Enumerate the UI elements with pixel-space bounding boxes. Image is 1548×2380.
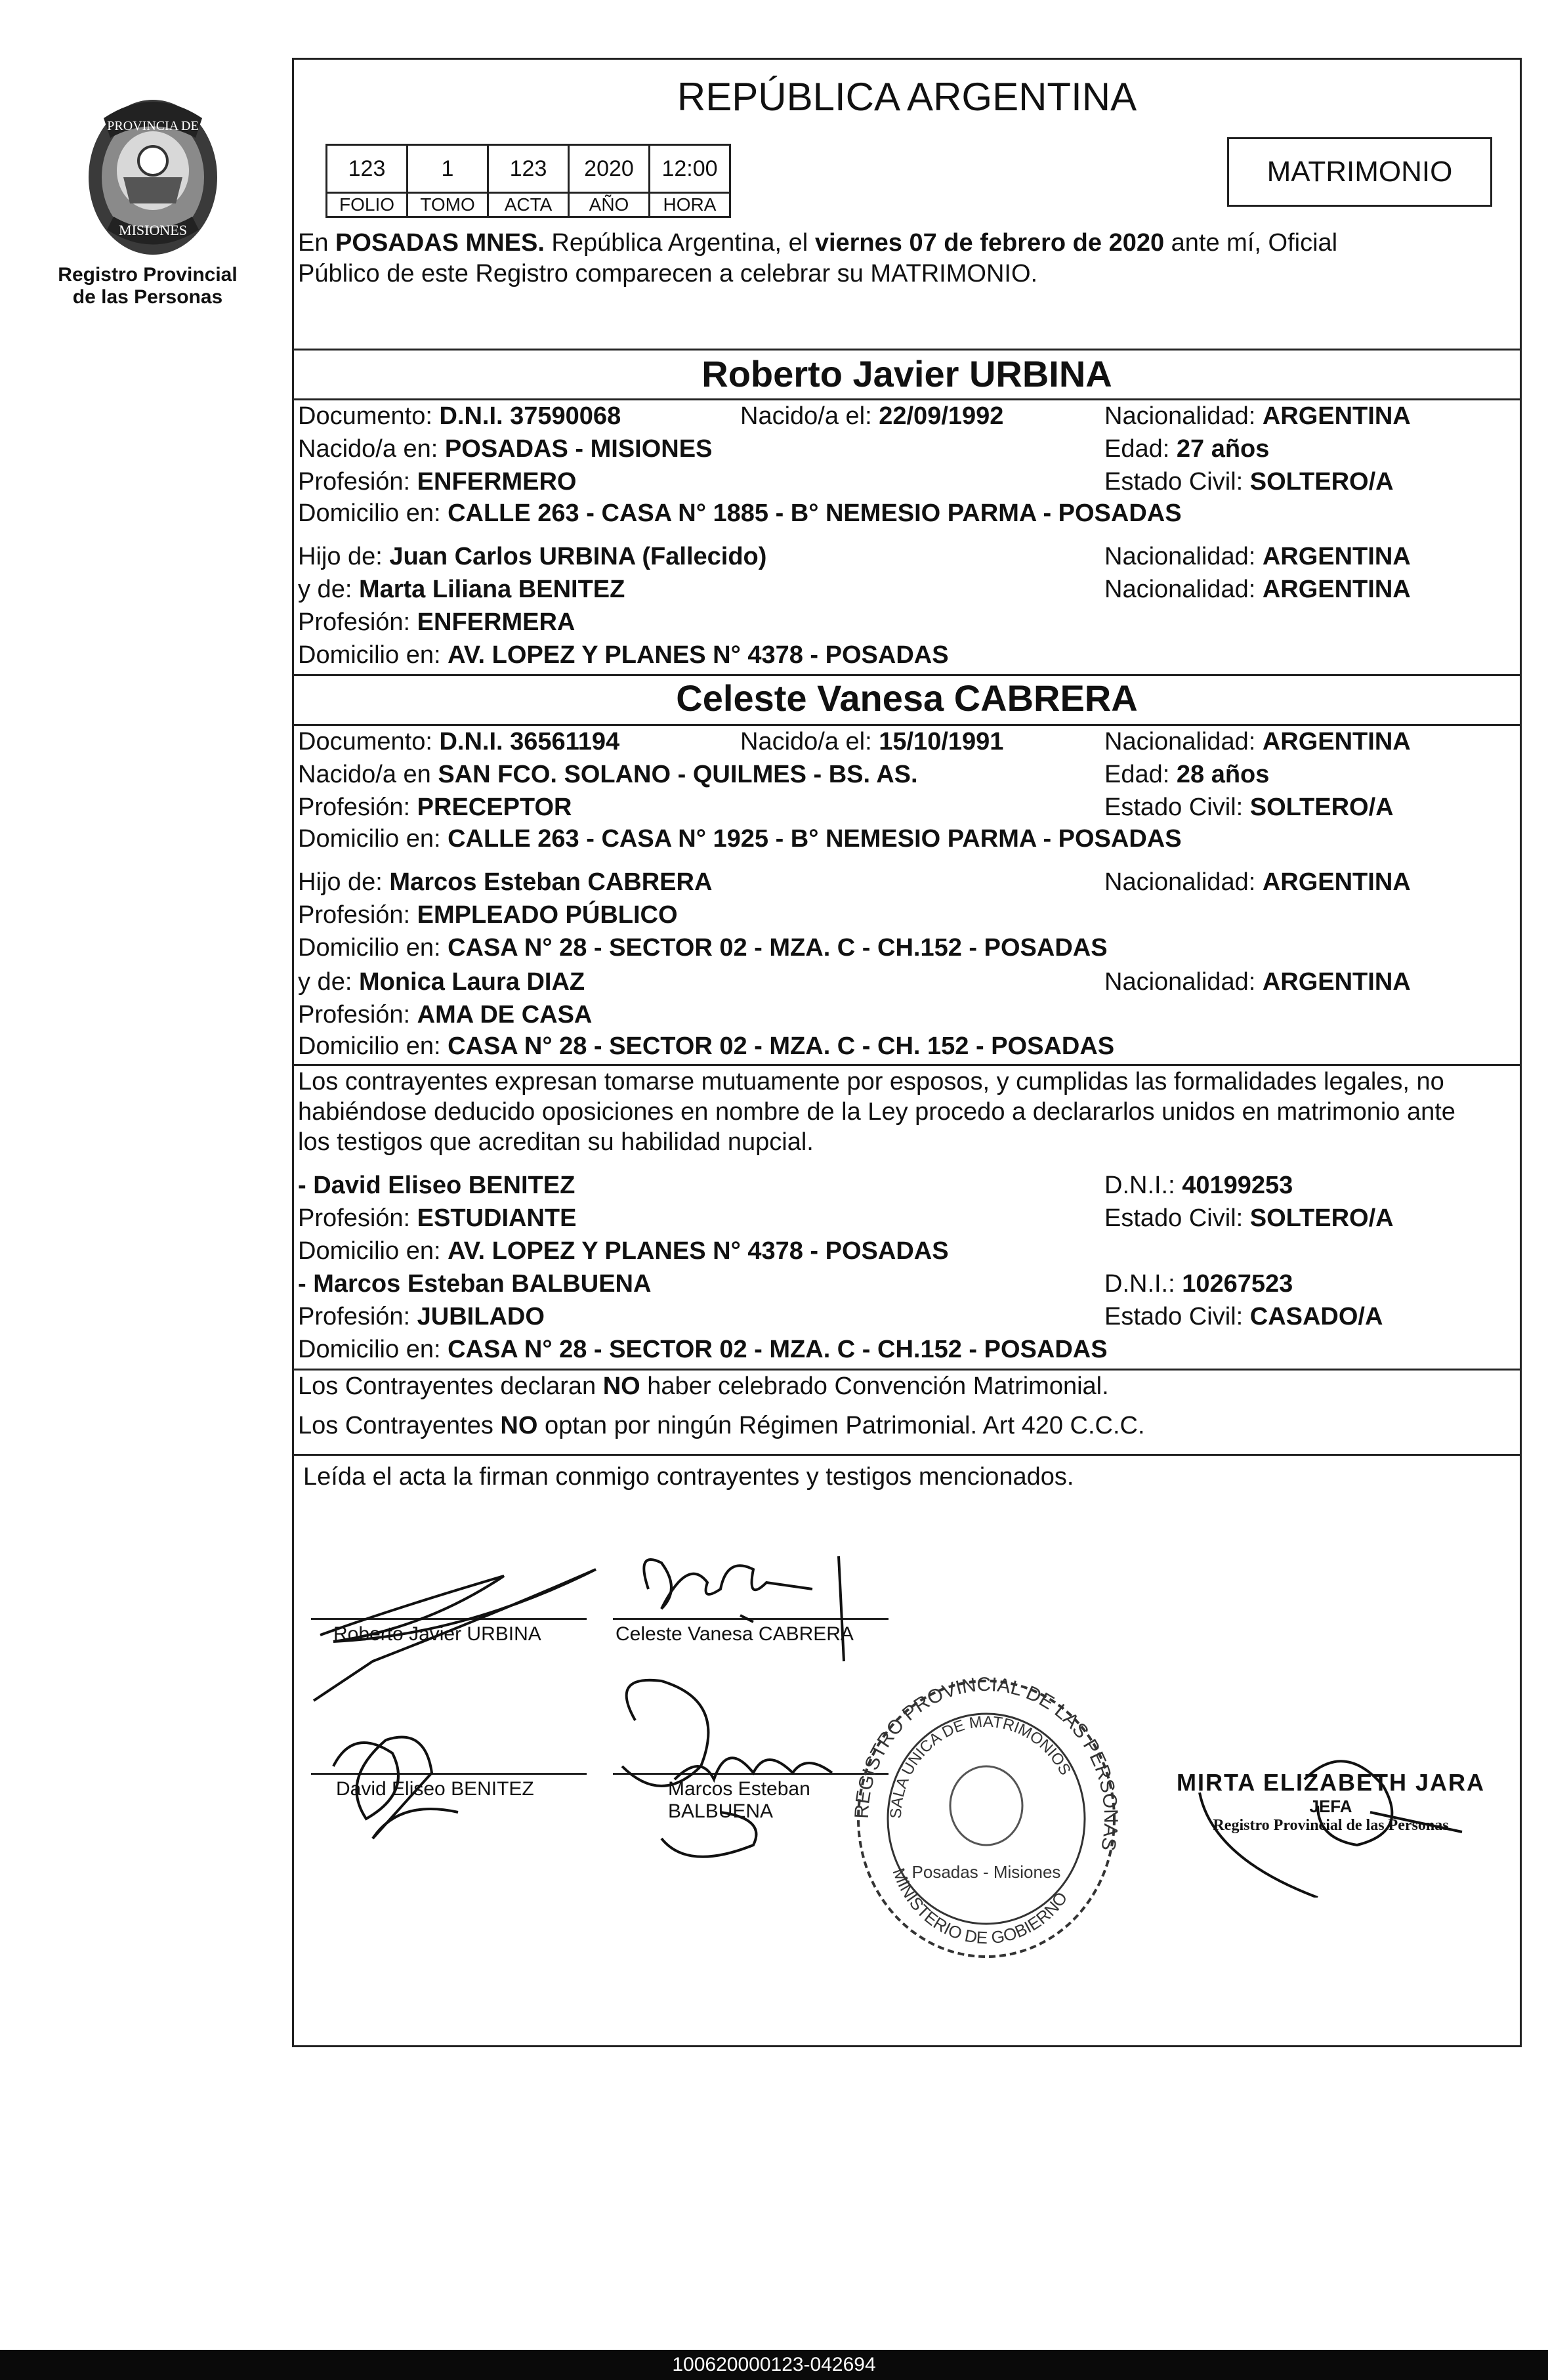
tomo-value: 1 <box>408 145 488 193</box>
groom-birthdate: Nacido/a el: 22/09/1992 <box>740 402 1004 430</box>
convention-line2: Los Contrayentes NO optan por ningún Régimen Patrimonial. Art 420 C.C.C. <box>298 1412 1145 1439</box>
witness1-signature-mark <box>333 1737 458 1838</box>
bride-father-nationality: Nacionalidad: ARGENTINA <box>1104 868 1411 896</box>
bride-father-profession: Profesión: EMPLEADO PÚBLICO <box>298 901 678 929</box>
witness2-civil-status: Estado Civil: CASADO/A <box>1104 1303 1383 1330</box>
bride-mother: y de: Monica Laura DIAZ <box>298 968 585 996</box>
official-org: Registro Provincial de las Personas <box>1213 1817 1449 1834</box>
stamp-city-text: Posadas - Misiones <box>911 1862 1061 1882</box>
groom-nationality: Nacionalidad: ARGENTINA <box>1104 402 1411 430</box>
bride-birthplace: Nacido/a en SAN FCO. SOLANO - QUILMES - BS. AS. <box>298 761 918 788</box>
groom-address: Domicilio en: CALLE 263 - CASA N° 1885 - B° NEMESIO PARMA - POSADAS <box>298 499 1182 527</box>
intro-text1: En <box>298 229 336 257</box>
intro-date: viernes 07 de febrero de 2020 <box>814 229 1165 257</box>
witness2-profession: Profesión: JUBILADO <box>298 1303 545 1330</box>
groom-civil-status: Estado Civil: SOLTERO/A <box>1104 468 1394 496</box>
certificate-type-box: MATRIMONIO <box>1227 137 1492 207</box>
emblem-top-text: PROVINCIA DE <box>107 119 199 133</box>
bride-mother-address: Domicilio en: CASA N° 28 - SECTOR 02 - MZA. C - CH. 152 - POSADAS <box>298 1032 1115 1060</box>
folio-label: FOLIO <box>327 193 408 217</box>
bride-civil-status: Estado Civil: SOLTERO/A <box>1104 794 1394 821</box>
bride-mother-nationality: Nacionalidad: ARGENTINA <box>1104 968 1411 996</box>
witness1-civil-status: Estado Civil: SOLTERO/A <box>1104 1204 1394 1232</box>
declaration-line2: habiéndose deducido oposiciones en nombre de la Ley procedo a declararlos unidos en matrimonio ante <box>298 1098 1455 1126</box>
witness1-dni: D.N.I.: 40199253 <box>1104 1172 1293 1199</box>
groom-birthplace: Nacido/a en: POSADAS - MISIONES <box>298 435 713 463</box>
intro-text3: ante mí, Oficial <box>1164 229 1338 257</box>
convention-line1: Los Contrayentes declaran NO haber celebrado Convención Matrimonial. <box>298 1372 1109 1400</box>
official-role: JEFA <box>1309 1796 1352 1816</box>
bride-father: Hijo de: Marcos Esteban CABRERA <box>298 868 713 896</box>
bride-mother-profession: Profesión: AMA DE CASA <box>298 1001 593 1029</box>
groom-mother: y de: Marta Liliana BENITEZ <box>298 576 625 603</box>
registry-org-label <box>39 264 256 308</box>
misiones-emblem-icon <box>77 92 228 263</box>
acta-label: ACTA <box>488 193 569 217</box>
groom-document: Documento: D.N.I. 37590068 <box>298 402 621 430</box>
intro-city: POSADAS MNES. <box>335 229 545 257</box>
witness1-profession: Profesión: ESTUDIANTE <box>298 1204 577 1232</box>
intro-line2: Público de este Registro comparecen a celebrar su MATRIMONIO. <box>298 260 1038 287</box>
stamp-bottom-text: MINISTERIO DE GOBIERNO <box>889 1865 1072 1948</box>
groom-parents-address: Domicilio en: AV. LOPEZ Y PLANES N° 4378 - POSADAS <box>298 641 949 669</box>
emblem-bottom-text: MISIONES <box>119 222 187 238</box>
bride-signature-mark <box>644 1556 844 1661</box>
witness2-dni: D.N.I.: 10267523 <box>1104 1270 1293 1298</box>
official-stamp-icon <box>848 1674 1124 1963</box>
registry-labels-row <box>327 193 730 217</box>
stamp-inner-text: SALA ÚNICA DE MATRIMONIOS <box>887 1712 1074 1819</box>
groom-mother-nationality: Nacionalidad: ARGENTINA <box>1104 576 1411 603</box>
bride-document: Documento: D.N.I. 36561194 <box>298 728 620 755</box>
groom-signature-mark <box>314 1569 596 1701</box>
country-title: REPÚBLICA ARGENTINA <box>677 75 1137 119</box>
registry-org-line2: de las Personas <box>72 286 223 308</box>
witness1-name: - David Eliseo BENITEZ <box>298 1172 575 1199</box>
bride-profession: Profesión: PRECEPTOR <box>298 794 572 821</box>
witness2-signature-mark <box>622 1680 832 1857</box>
hora-value: 12:00 <box>650 145 730 193</box>
intro-text2: República Argentina, el <box>544 229 815 257</box>
groom-signature-label: Roberto Javier URBINA <box>333 1623 541 1645</box>
witness2-signature-label: Marcos Esteban BALBUENA <box>668 1778 810 1822</box>
bride-address: Domicilio en: CALLE 263 - CASA N° 1925 - B° NEMESIO PARMA - POSADAS <box>298 825 1182 853</box>
witness1-signature-label: David Eliseo BENITEZ <box>336 1778 534 1800</box>
registry-org-line1: Registro Provincial <box>58 264 238 286</box>
ano-label: AÑO <box>569 193 650 217</box>
marriage-certificate <box>292 58 1522 2047</box>
groom-mother-profession: Profesión: ENFERMERA <box>298 608 575 636</box>
province-seal <box>77 92 228 263</box>
ano-value: 2020 <box>569 145 650 193</box>
intro-line1 <box>298 228 1337 258</box>
closing-text: Leída el acta la firman conmigo contrayentes y testigos mencionados. <box>303 1463 1074 1491</box>
bride-signature-label: Celeste Vanesa CABRERA <box>616 1623 854 1645</box>
declaration-line3: los testigos que acreditan su habilidad nupcial. <box>298 1128 814 1156</box>
witness2-name: - Marcos Esteban BALBUENA <box>298 1270 652 1298</box>
bride-father-address: Domicilio en: CASA N° 28 - SECTOR 02 - MZA. C - CH.152 - POSADAS <box>298 934 1108 962</box>
registry-values-row <box>327 145 730 193</box>
hora-label: HORA <box>650 193 730 217</box>
folio-value: 123 <box>327 145 408 193</box>
groom-name: Roberto Javier URBINA <box>701 353 1112 394</box>
registry-table <box>325 144 731 218</box>
groom-age: Edad: 27 años <box>1104 435 1270 463</box>
official-name: MIRTA ELIZABETH JARA <box>1177 1769 1485 1796</box>
document-code-bar: 100620000123-042694 <box>0 2350 1548 2380</box>
tomo-label: TOMO <box>408 193 488 217</box>
groom-father: Hijo de: Juan Carlos URBINA (Fallecido) <box>298 543 767 570</box>
official-name-stamp <box>1173 1769 1488 1835</box>
stamp-ring-text: REGISTRO PROVINCIAL DE LAS PERSONAS <box>850 1674 1122 1853</box>
bride-age: Edad: 28 años <box>1104 761 1270 788</box>
acta-value: 123 <box>488 145 569 193</box>
bride-name: Celeste Vanesa CABRERA <box>676 677 1138 719</box>
declaration-line1: Los contrayentes expresan tomarse mutuamente por esposos, y cumplidas las formalidades legales, no <box>298 1068 1444 1095</box>
witness1-address: Domicilio en: AV. LOPEZ Y PLANES N° 4378 - POSADAS <box>298 1237 949 1265</box>
witness2-address: Domicilio en: CASA N° 28 - SECTOR 02 - MZA. C - CH.152 - POSADAS <box>298 1336 1108 1363</box>
groom-father-nationality: Nacionalidad: ARGENTINA <box>1104 543 1411 570</box>
bride-birthdate: Nacido/a el: 15/10/1991 <box>740 728 1004 755</box>
groom-profession: Profesión: ENFERMERO <box>298 468 577 496</box>
bride-nationality: Nacionalidad: ARGENTINA <box>1104 728 1411 755</box>
